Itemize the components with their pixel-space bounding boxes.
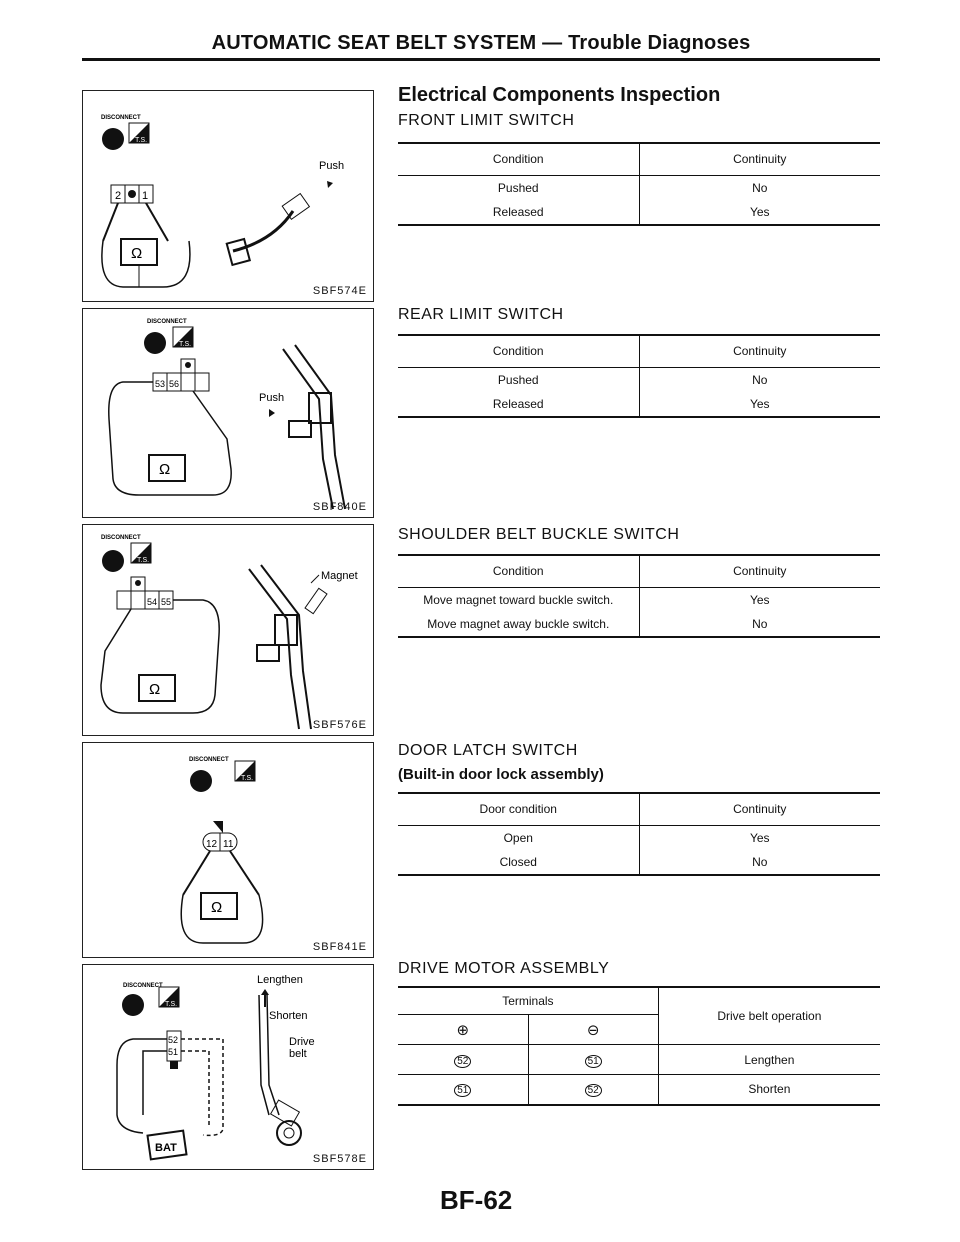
pin-56: 56 <box>169 379 180 389</box>
door-latch-subtitle: (Built-in door lock assembly) <box>398 766 604 783</box>
disconnect-label: DISCONNECT <box>123 983 163 989</box>
figure-code: SBF578E <box>312 1153 367 1165</box>
column-header: Continuity <box>733 564 787 579</box>
svg-text:Ω: Ω <box>149 681 161 698</box>
svg-text:T.S.: T.S. <box>165 1001 178 1008</box>
table-cell: No <box>752 616 768 631</box>
svg-text:BAT: BAT <box>155 1142 177 1154</box>
figure-code: SBF841E <box>312 941 367 953</box>
column-header: Continuity <box>733 152 787 167</box>
pin-11: 11 <box>223 839 234 850</box>
shoulder-table <box>398 554 880 638</box>
table-cell: 52 <box>398 1045 528 1075</box>
minus-icon: ⊖ <box>528 1015 658 1045</box>
svg-text:T.S.: T.S. <box>135 137 148 144</box>
column-header: Condition <box>398 335 639 367</box>
column-header: Continuity <box>733 344 787 359</box>
column-header: Drive belt operation <box>658 987 880 1045</box>
figure-shoulder-buckle-switch <box>82 524 374 736</box>
page-header: AUTOMATIC SEAT BELT SYSTEM — Trouble Diagnoses <box>211 32 751 54</box>
figure-code: SBF576E <box>312 719 367 731</box>
shorten-label: Shorten <box>269 1010 308 1022</box>
pin-52: 52 <box>168 1035 179 1045</box>
shoulder-title: SHOULDER BELT BUCKLE SWITCH <box>398 526 680 543</box>
table-cell: 51 <box>398 1075 528 1105</box>
table-cell: No <box>752 372 768 387</box>
pin-51: 51 <box>168 1047 179 1057</box>
pin-55: 55 <box>161 597 172 607</box>
table-cell: Move magnet toward buckle switch. <box>398 587 639 612</box>
table-cell: Lengthen <box>744 1052 795 1067</box>
disconnect-label: DISCONNECT <box>101 535 141 541</box>
push-label: Push <box>319 160 345 172</box>
drive-motor-table <box>398 986 880 1106</box>
belt-label: belt <box>289 1048 307 1060</box>
table-cell: Yes <box>749 830 770 845</box>
table-cell: Move magnet away buckle switch. <box>398 612 639 637</box>
column-header: Terminals <box>398 987 658 1015</box>
front-limit-table <box>398 142 880 226</box>
svg-text:Ω: Ω <box>159 461 171 478</box>
column-header: Condition <box>398 555 639 587</box>
shoulder-buckle-diagram <box>83 525 373 735</box>
drive-motor-diagram <box>83 965 373 1169</box>
figure-code: SBF840E <box>312 501 367 513</box>
table-cell: Open <box>398 825 639 850</box>
table-cell: No <box>752 180 768 195</box>
table-cell: Closed <box>398 850 639 875</box>
front-limit-title: FRONT LIMIT SWITCH <box>398 112 575 129</box>
magnet-label: Magnet <box>321 570 358 582</box>
drive-label: Drive <box>289 1036 315 1048</box>
plus-icon: ⊕ <box>398 1015 528 1045</box>
door-latch-title: DOOR LATCH SWITCH <box>398 742 578 759</box>
table-cell: Shorten <box>748 1082 791 1097</box>
pin-53: 53 <box>155 379 166 389</box>
svg-text:Ω: Ω <box>131 245 143 262</box>
table-cell: 52 <box>528 1075 658 1105</box>
table-cell: Released <box>398 392 639 417</box>
pin-2: 2 <box>115 190 122 202</box>
table-cell: Pushed <box>398 367 639 392</box>
pin-1: 1 <box>142 190 149 202</box>
figure-code: SBF574E <box>312 285 367 297</box>
table-cell: Pushed <box>398 175 639 200</box>
rear-limit-table <box>398 334 880 418</box>
svg-text:T.S.: T.S. <box>179 341 192 348</box>
door-latch-table <box>398 792 880 876</box>
pin-12: 12 <box>206 839 218 850</box>
pin-54: 54 <box>147 597 158 607</box>
table-cell: Yes <box>749 204 770 219</box>
rear-limit-title: REAR LIMIT SWITCH <box>398 306 564 323</box>
table-cell: Released <box>398 200 639 225</box>
section-title: Electrical Components Inspection <box>398 84 721 106</box>
table-cell: No <box>752 854 768 869</box>
table-cell: Yes <box>749 592 770 607</box>
table-cell: Yes <box>749 396 770 411</box>
header-rule <box>82 58 880 61</box>
svg-text:Ω: Ω <box>211 899 223 916</box>
figure-rear-limit-switch <box>82 308 374 518</box>
push-label: Push <box>259 392 285 404</box>
disconnect-label: DISCONNECT <box>101 115 141 121</box>
table-cell: 51 <box>528 1045 658 1075</box>
figure-door-latch-switch <box>82 742 374 958</box>
column-header: Door condition <box>398 793 639 825</box>
rear-limit-diagram <box>83 309 373 517</box>
door-latch-diagram <box>83 743 373 957</box>
figure-drive-motor <box>82 964 374 1170</box>
drive-motor-title: DRIVE MOTOR ASSEMBLY <box>398 960 610 977</box>
column-header: Condition <box>398 143 639 175</box>
page-number: BF-62 <box>440 1185 513 1215</box>
front-limit-diagram <box>83 91 373 301</box>
disconnect-label: DISCONNECT <box>189 757 229 763</box>
lengthen-label: Lengthen <box>257 974 303 986</box>
svg-text:T.S.: T.S. <box>241 775 254 782</box>
figure-front-limit-switch <box>82 90 374 302</box>
disconnect-label: DISCONNECT <box>147 319 187 325</box>
column-header: Continuity <box>733 802 787 817</box>
disconnect-icon <box>102 128 124 150</box>
svg-text:T.S.: T.S. <box>137 557 150 564</box>
